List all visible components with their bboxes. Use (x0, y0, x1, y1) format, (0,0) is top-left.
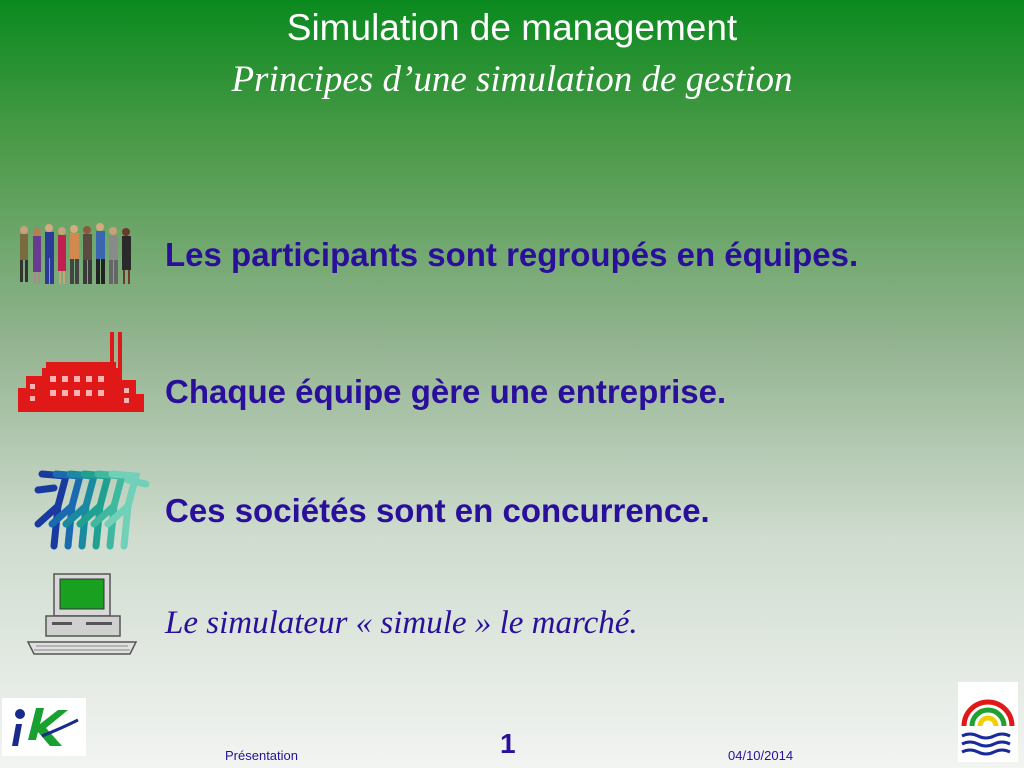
bullet-participants: Les participants sont regroupés en équipes. (165, 236, 859, 273)
rainbow-waves-logo-icon (958, 682, 1018, 762)
computer-icon (26, 572, 138, 656)
factory-icon (16, 332, 146, 414)
footer-date: 04/10/2014 (728, 748, 794, 763)
ik-logo-icon (2, 698, 86, 756)
slide-subtitle: Principes d’une simulation de gestion (231, 59, 793, 100)
bullet-entreprise: Chaque équipe gère une entreprise. (165, 373, 727, 410)
slide-title: Simulation de management (286, 7, 738, 48)
people-group-icon (15, 222, 139, 292)
footer-label: Présentation (225, 748, 298, 763)
page-number: 1 (500, 728, 516, 759)
bullet-simulateur: Le simulateur « simule » le marché. (165, 605, 638, 641)
bullet-concurrence: Ces sociétés sont en concurrence. (165, 492, 710, 529)
runners-icon (24, 466, 152, 550)
